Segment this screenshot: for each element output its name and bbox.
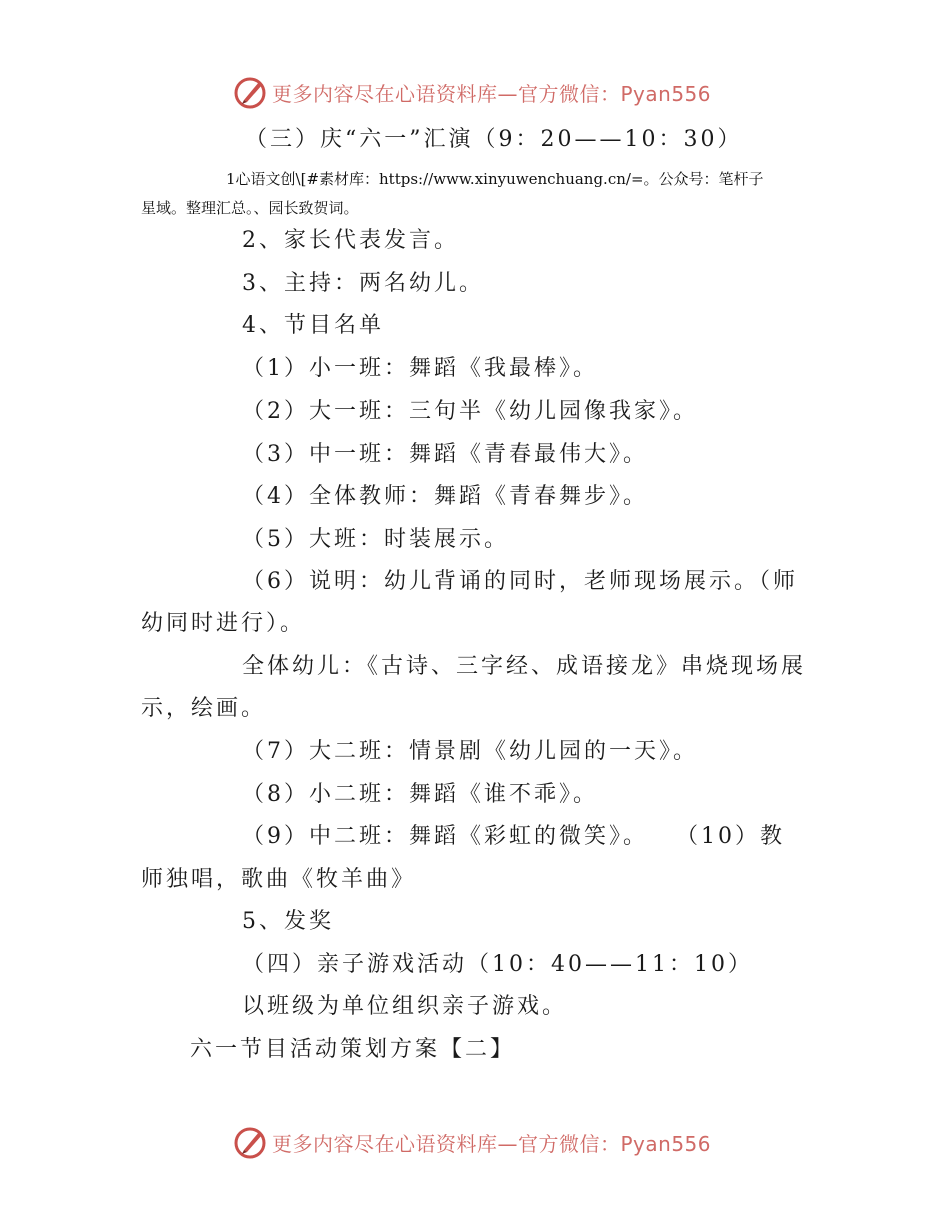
- program-5: （5）大班：时装展示。: [242, 527, 509, 552]
- footer-banner-text: 更多内容尽在心语资料库—官方微信：Pyan556: [272, 1131, 712, 1156]
- all-kids-line-1: 全体幼儿：《古诗、三字经、成语接龙》串烧现场展: [242, 654, 807, 679]
- program-8: （8）小二班：舞蹈《谁不乖》。: [242, 782, 598, 807]
- item-2: 2、家长代表发言。: [242, 228, 459, 253]
- header-banner-text: 更多内容尽在心语资料库—官方微信：Pyan556: [272, 81, 712, 106]
- all-kids-line-2: 示，绘画。: [141, 696, 267, 721]
- program-1: （1）小一班：舞蹈《我最棒》。: [242, 356, 598, 381]
- note-line-1: 1心语文创\[#素材库：https://www.xinyuwenchuang.cn/=。公众号：笔杆子: [226, 170, 764, 188]
- program-9-line-2: 师独唱，歌曲《牧羊曲》: [141, 867, 417, 892]
- program-6-line-2: 幼同时进行）。: [141, 611, 306, 636]
- item-4: 4、节目名单: [242, 313, 384, 338]
- program-6-line-1: （6）说明：幼儿背诵的同时，老师现场展示。（师: [242, 569, 798, 594]
- program-3: （3）中一班：舞蹈《青春最伟大》。: [242, 442, 648, 467]
- footer-banner: [232, 1122, 711, 1162]
- pen-logo-icon: [232, 74, 268, 110]
- plan-2-title: 六一节目活动策划方案【二】: [190, 1037, 516, 1062]
- pen-logo-icon: [232, 1124, 268, 1160]
- item-3: 3、主持：两名幼儿。: [242, 271, 484, 296]
- note-line-2: 星域。整理汇总。、园长致贺词。: [141, 199, 359, 217]
- program-7: （7）大二班：情景剧《幼儿园的一天》。: [242, 739, 698, 764]
- program-9-line-1: （9）中二班：舞蹈《彩虹的微笑》。 （10）教: [242, 824, 785, 849]
- program-4: （4）全体教师：舞蹈《青春舞步》。: [242, 484, 648, 509]
- section4-body: 以班级为单位组织亲子游戏。: [242, 994, 568, 1019]
- section4-title: （四）亲子游戏活动（10：40——11：10）: [242, 952, 753, 977]
- header-banner: [232, 72, 711, 112]
- item-5: 5、发奖: [242, 909, 334, 934]
- program-2: （2）大一班：三句半《幼儿园像我家》。: [242, 399, 698, 424]
- section3-title: （三）庆“六一”汇演（9：20——10：30）: [245, 127, 743, 152]
